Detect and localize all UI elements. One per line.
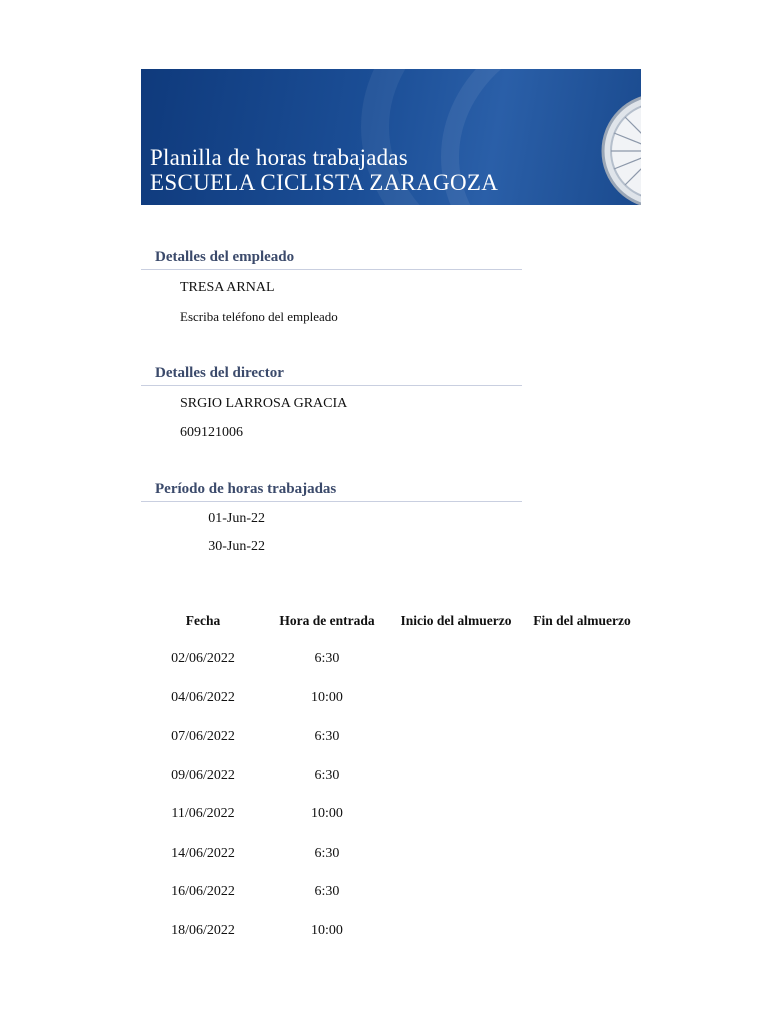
date-cell: 14/06/2022 bbox=[171, 846, 235, 861]
date-cell: 07/06/2022 bbox=[171, 729, 235, 744]
clock-in-cell: 6:30 bbox=[314, 846, 340, 861]
clock-in-cell: 6:30 bbox=[314, 884, 340, 899]
employee-section-header bbox=[141, 249, 522, 270]
clock-in-cell: 6:30 bbox=[314, 729, 340, 744]
director-name: SRGIO LARROSA GRACIA bbox=[180, 396, 348, 411]
clock-in-cell: 6:30 bbox=[314, 651, 340, 666]
column-header-lunch-start: Inicio del almuerzo bbox=[400, 613, 512, 628]
period-section-title: Período de horas trabajadas bbox=[155, 481, 337, 497]
clock-in-cell: 10:00 bbox=[311, 690, 343, 705]
organization-name: ESCUELA CICLISTA ZARAGOZA bbox=[150, 170, 499, 195]
period-start: 01-Jun-22 bbox=[208, 511, 265, 526]
bicycle-wheel-icon bbox=[599, 91, 641, 205]
employee-phone: Escriba teléfono del empleado bbox=[180, 309, 338, 324]
column-header-clock-in: Hora de entrada bbox=[279, 613, 375, 628]
employee-name: TRESA ARNAL bbox=[180, 280, 275, 295]
date-cell: 11/06/2022 bbox=[171, 806, 235, 821]
clock-in-cell: 6:30 bbox=[314, 768, 340, 783]
date-cell: 02/06/2022 bbox=[171, 651, 235, 666]
director-section-header bbox=[141, 365, 522, 386]
header-banner bbox=[141, 69, 641, 205]
date-cell: 16/06/2022 bbox=[171, 884, 235, 899]
clock-in-cell: 10:00 bbox=[311, 923, 343, 938]
employee-section-title: Detalles del empleado bbox=[155, 249, 295, 265]
column-header-lunch-end: Fin del almuerzo bbox=[533, 613, 631, 628]
column-header-date: Fecha bbox=[185, 613, 221, 628]
page-title: Planilla de horas trabajadas bbox=[150, 145, 408, 170]
date-cell: 18/06/2022 bbox=[171, 923, 235, 938]
period-end: 30-Jun-22 bbox=[208, 539, 265, 554]
director-section-title: Detalles del director bbox=[155, 365, 284, 381]
period-section-header bbox=[141, 481, 522, 502]
date-cell: 09/06/2022 bbox=[171, 768, 235, 783]
clock-in-cell: 10:00 bbox=[311, 806, 343, 821]
date-cell: 04/06/2022 bbox=[171, 690, 235, 705]
director-phone: 609121006 bbox=[180, 425, 243, 440]
